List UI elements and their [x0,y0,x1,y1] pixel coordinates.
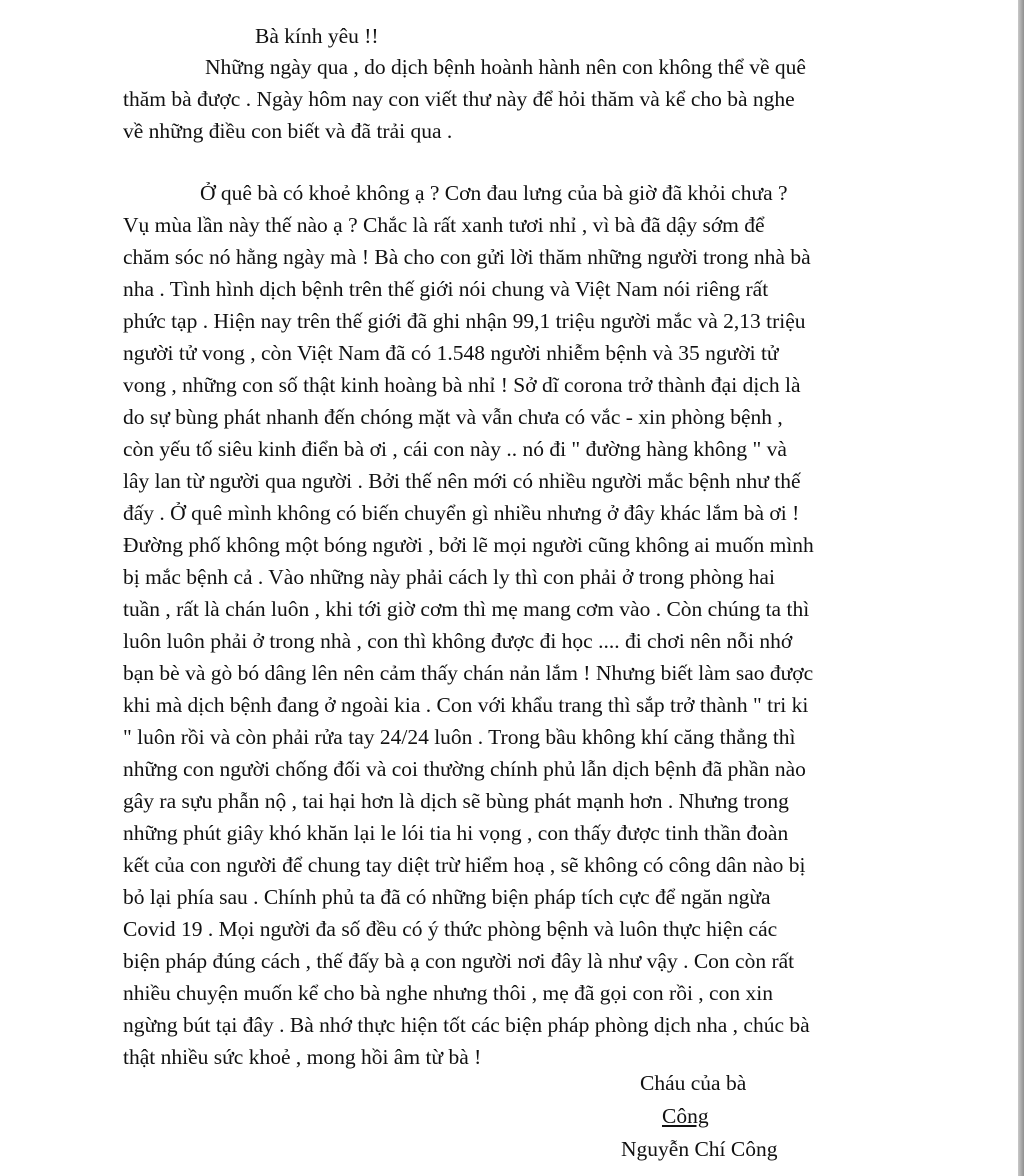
paragraph-line: thăm bà được . Ngày hôm nay con viết thư này để hỏi thăm và kể cho bà nghe [123,87,795,111]
paragraph-line: luôn luôn phải ở trong nhà , con thì không được đi học .... đi chơi nên nỗi nhớ [123,629,793,653]
paragraph-line: bị mắc bệnh cả . Vào những này phải cách ly thì con phải ở trong phòng hai [123,565,775,589]
paragraph-line: Covid 19 . Mọi người đa số đều có ý thức phòng bệnh và luôn thực hiện các [123,917,778,941]
paragraph-line: người tử vong , còn Việt Nam đã có 1.548 người nhiễm bệnh và 35 người tử [123,341,779,365]
paragraph-line: đấy . Ở quê mình không có biến chuyển gì nhiều nhưng ở đây khác lắm bà ơi ! [123,501,800,525]
paragraph-line: tuần , rất là chán luôn , khi tới giờ cơm thì mẹ mang cơm vào . Còn chúng ta thì [123,597,810,621]
sender-full-name: Nguyễn Chí Công [621,1137,778,1161]
paragraph-line: " luôn rồi và còn phải rửa tay 24/24 luôn . Trong bầu không khí căng thẳng thì [123,725,796,749]
paragraph-line: vong , những con số thật kinh hoàng bà nhỉ ! Sở dĩ corona trở thành đại dịch là [123,373,801,397]
paragraph-line: kết của con người để chung tay diệt trừ hiểm hoạ , sẽ không có công dân nào bị [123,853,806,877]
sign-off: Cháu của bà [640,1071,747,1095]
paragraph-line: khi mà dịch bệnh đang ở ngoài kia . Con với khẩu trang thì sắp trở thành " tri ki [123,693,809,717]
paragraph-line: bạn bè và gò bó dâng lên nên cảm thấy chán nản lắm ! Nhưng biết làm sao được [123,661,814,685]
paragraph-line: biện pháp đúng cách , thế đấy bà ạ con người nơi đây là như vậy . Con còn rất [123,949,795,973]
paragraph-line: còn yếu tố siêu kinh điển bà ơi , cái con này .. nó đi " đường hàng không " và [123,437,787,461]
letter-greeting: Bà kính yêu !! [255,24,379,48]
paragraph-line: những phút giây khó khăn lại le lói tia hi vọng , con thấy được tinh thần đoàn [123,821,789,845]
paragraph-line: nha . Tình hình dịch bệnh trên thế giới nói chung và Việt Nam nói riêng rất [123,277,769,301]
paragraph-line: lây lan từ người qua người . Bởi thế nên mới có nhiều người mắc bệnh như thế [123,469,801,493]
paragraph-line: chăm sóc nó hằng ngày mà ! Bà cho con gửi lời thăm những người trong nhà bà [123,245,811,269]
page-edge [1018,0,1024,1176]
paragraph-line: Những ngày qua , do dịch bệnh hoành hành nên con không thể về quê [205,55,806,79]
paragraph-line: phức tạp . Hiện nay trên thế giới đã ghi nhận 99,1 triệu người mắc và 2,13 triệu [123,309,806,333]
paragraph-line: những con người chống đối và coi thường chính phủ lẫn dịch bệnh đã phần nào [123,757,806,781]
paragraph-line: bỏ lại phía sau . Chính phủ ta đã có những biện pháp tích cực để ngăn ngừa [123,885,771,909]
paragraph-line: gây ra sựu phẫn nộ , tai hại hơn là dịch sẽ bùng phát mạnh hơn . Nhưng trong [123,789,789,813]
paragraph-line: Đường phố không một bóng người , bởi lẽ mọi người cũng không ai muốn mình [123,533,814,557]
signature: Công [662,1104,709,1128]
paragraph-line: về những điều con biết và đã trải qua . [123,119,453,143]
paragraph-line: ngừng bút tại đây . Bà nhớ thực hiện tốt các biện pháp phòng dịch nha , chúc bà [123,1013,810,1037]
paragraph-line: thật nhiều sức khoẻ , mong hồi âm từ bà ! [123,1045,482,1069]
paragraph-line: Vụ mùa lần này thế nào ạ ? Chắc là rất xanh tươi nhỉ , vì bà đã dậy sớm để [123,213,765,237]
paragraph-line: nhiều chuyện muốn kể cho bà nghe nhưng thôi , mẹ đã gọi con rồi , con xin [123,981,773,1005]
paragraph-line: Ở quê bà có khoẻ không ạ ? Cơn đau lưng của bà giờ đã khỏi chưa ? [200,181,788,205]
paragraph-line: do sự bùng phát nhanh đến chóng mặt và vẫn chưa có vắc - xin phòng bệnh , [123,405,783,429]
